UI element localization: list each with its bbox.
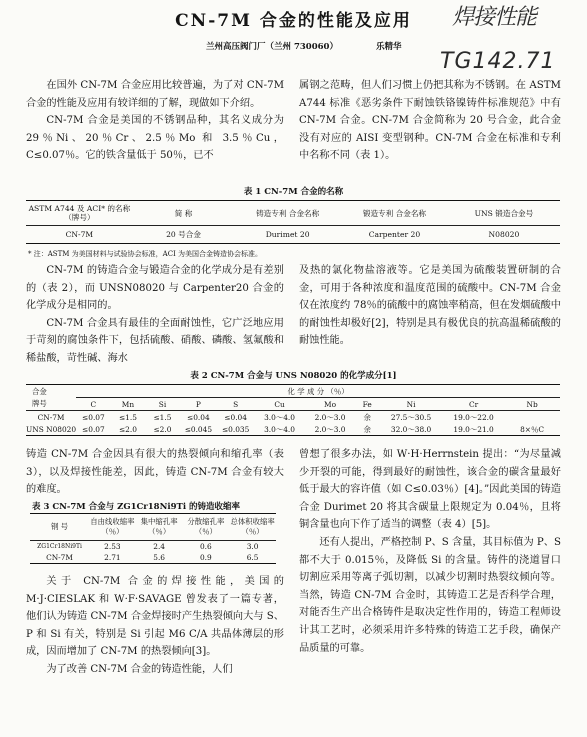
table-cell: 余 [363, 412, 371, 422]
table-cell: CN-7M [30, 552, 89, 564]
table2 [26, 384, 560, 436]
table-cell: CN-7M [26, 226, 133, 244]
table-header-cell: Cu [254, 398, 305, 411]
paragraph: 为了改善 CN-7M 合金的铸造性能，人们 [46, 663, 233, 675]
table-cell: 3.0～4.0 [264, 412, 295, 422]
table-header-cell: 锻造专利 合金名称 [341, 201, 448, 226]
paragraph: CN-7M 合金具有最佳的全面耐蚀性，它广泛地应用于苛刻的腐蚀条件下，包括硫酸、硝酸、磷酸、氢氟酸和稀盐酸，苛性碱、海水 [26, 317, 284, 364]
table-cell: ≤0.04 [187, 412, 210, 422]
table-header-cell: 集中缩孔率（％） [136, 514, 183, 541]
table-cell: 19.0～21.0 [443, 423, 504, 436]
table-cell: 余 [355, 423, 379, 436]
table3-header-row [30, 514, 276, 541]
table-header-cell: Mn [111, 398, 146, 411]
table-cell: 2.4 [153, 541, 166, 551]
table-cell: ≤0.035 [217, 423, 254, 436]
paragraph: 关于 CN-7M 合金的焊接性能，美国的 M·J·CIESLAK 和 W·F·SAVAGE 曾发表了一篇专著，他们认为铸造 CN-7M 合金焊接时产生热裂倾向大与 S、P 和 Si 有关，特别是 Si 引起 M6 C/A 共晶体薄层的形成，因而增加了 CN-7M 的热裂倾向[3]。 [26, 576, 284, 658]
table-cell: ZG1Cr18Ni9Ti [37, 542, 82, 550]
table-header-cell: 铸造专利 合金名称 [234, 201, 341, 226]
table-cell: 2.53 [104, 541, 121, 551]
table-row [26, 226, 560, 244]
table-cell: 27.5～30.5 [390, 412, 432, 422]
table-row [26, 423, 560, 436]
paragraph: 还有人提出，严格控制 P、S 含量，其目标值为 P、S 都不大于 0.015％，及降低 Si 的含量。铸件的浇道冒口切割应采用等离子弧切割，以减少切割时热裂纹倾向等。当然，铸造 CN-7M 合金时，其铸造工艺是否科学合理，对能否生产出合格铸件是取决定性作用的，铸造工程师设计其工艺时，必须采用许多特殊的铸造工艺手段，确保产品质量的可靠。 [299, 536, 561, 654]
table-cell: CN-7M [37, 412, 65, 422]
table-header-cell: 化 学 成 分 （％） [76, 385, 560, 398]
intro-right-column [299, 77, 561, 165]
table-row [26, 411, 560, 424]
table-header-cell: Cr [443, 398, 504, 411]
paragraph: 曾想了很多办法，如 W·H·Herrnstein 提出：“为尽量减少开裂的可能，得到最好的耐蚀性，该合金的碳含量最好低于最大的容许值（如 C≤0.03％）[4]。”因此美国的铸造合金 Durimet 20 将其含碳量上限规定为 0.04％，且将铜含量也向下作了适当的调整（表 4）[5]。 [299, 449, 561, 531]
table2-header-row [26, 398, 560, 411]
handwritten-note-top: 焊接性能 [452, 5, 537, 30]
table2-caption: 表 2 CN-7M 合金与 UNS N08020 的化学成分[1] [190, 371, 397, 381]
table-cell: ≤2.0 [145, 423, 180, 436]
table-cell: 5.6 [136, 552, 183, 564]
lower-left-column-bottom [26, 573, 284, 679]
table-cell: ≤0.045 [180, 423, 217, 436]
table-cell: ≤2.0 [111, 423, 146, 436]
table-header-cell: 分散缩孔率（％） [183, 514, 230, 541]
table-header-cell: 自由线收缩率（％） [89, 514, 136, 541]
middle-left-column [26, 262, 284, 368]
table-cell: 3.0～4.0 [254, 423, 305, 436]
table-cell: 2.71 [89, 552, 136, 564]
table-cell: Durimet 20 [234, 226, 341, 244]
table-cell: ≤1.5 [153, 412, 172, 422]
table-cell: N08020 [448, 226, 560, 244]
paragraph: 属钢之范畴，但人们习惯上仍把其称为不锈钢。在 ASTM A744 标准《恶劣条件下耐蚀铁铬镍铸件标准规范》中有 CN-7M 合金。CN-7M 合金简称为 20 号合金，此合金没有对应的 AISI 变型钢种。CN-7M 合金在标准和专利中名称不同（表 1）。 [299, 80, 561, 162]
table-cell: 0.6 [199, 541, 212, 551]
table-cell [504, 411, 560, 424]
table-cell: 20 号合金 [133, 226, 234, 244]
paragraph: CN-7M 的铸造合金与锻造合金的化学成分是有差别的（表 2），而 UNSN08020 与 Carpenter20 合金的化学成分是相同的。 [26, 265, 284, 312]
table-header-cell: Si [145, 398, 180, 411]
table2-group-header-row [26, 385, 560, 398]
intro-left-column [26, 77, 284, 165]
table-cell: 3.0 [246, 541, 259, 551]
table-cell: 2.0～3.0 [314, 412, 346, 422]
lower-right-column [299, 446, 561, 657]
middle-right-column [299, 262, 561, 350]
table-header-cell: S [217, 398, 254, 411]
table-cell: Carpenter 20 [341, 226, 448, 244]
table-header-cell: 钢 号 [30, 514, 89, 541]
paragraph: 在国外 CN-7M 合金应用比较普遍，为了对 CN-7M 合金的性能及应用有较详细的了解，现做如下介绍。 [26, 80, 284, 109]
table-header-cell: 简 称 [133, 201, 234, 226]
table3-caption: 表 3 CN-7M 合金与 ZG1Cr18Ni9Ti 的铸造收缩率 [32, 502, 241, 512]
author-affiliation: 兰州高压阀门厂（兰州 730060） [206, 42, 338, 52]
table-cell: 19.0～22.0 [453, 412, 494, 422]
table1-footnote: * 注：ASTM 为美国材料与试验协会标准，ACI 为美国合金铸造协会标准。 [28, 250, 263, 258]
table-cell: ≤0.04 [224, 412, 247, 422]
table-header-cell: UNS 锻造合金号 [448, 201, 560, 226]
table-header-cell: ASTM A744 及 ACI* 的名称（牌号） [26, 201, 133, 226]
table-header-cell: Mo [305, 398, 356, 411]
table-cell: ≤1.5 [118, 412, 137, 422]
paragraph: 铸造 CN-7M 合金因具有很大的热裂倾向和缩孔率（表 3），以及焊接性能差，因此，铸造 CN-7M 合金有较大的难度。 [26, 449, 284, 496]
table1-header-row [26, 201, 560, 226]
table-row [30, 541, 276, 553]
table3 [30, 513, 276, 564]
author-name: 乐精华 [376, 42, 402, 52]
table-header-cell: Nb [504, 398, 560, 411]
table-cell: 8×％C [504, 423, 560, 436]
handwritten-classification-code: TG142.71 [440, 49, 556, 74]
table-header-cell: P [180, 398, 217, 411]
article-title: CN-7M 合金的性能及应用 [175, 11, 412, 31]
lower-left-column-top [26, 446, 284, 499]
table-header-cell: 牌号 [26, 398, 76, 411]
table-row [30, 552, 276, 564]
table-header-cell: 合金 [26, 385, 76, 398]
paragraph: 及热的氯化物盐溶液等。它是美国为硫酸装置研制的合金，可用于各种浓度和温度范围的硫酸中。CN-7M 合金仅在浓度约 78％的硫酸中的腐蚀率稍高，但在发烟硫酸中的耐蚀性却极好[2]，特别是具有极优良的抗高温稀硫酸的耐蚀性能。 [299, 265, 561, 347]
table-cell: 6.5 [229, 552, 276, 564]
paragraph: CN-7M 合金是美国的不锈钢品种，其名义成分为 29％Ni、20％Cr、2.5％Mo 和 3.5％Cu，C≤0.07％。它的铁含量低于 50％，已不 [26, 115, 284, 162]
table-cell: 0.9 [183, 552, 230, 564]
table-cell: 32.0～38.0 [379, 423, 443, 436]
table-cell: ≤0.07 [76, 423, 111, 436]
table1 [26, 200, 560, 244]
table-header-cell: Ni [379, 398, 443, 411]
table-cell: ≤0.07 [82, 412, 105, 422]
table1-caption: 表 1 CN-7M 合金的名称 [243, 187, 344, 197]
table-cell: UNS N08020 [26, 424, 77, 434]
table-header-cell: C [76, 398, 111, 411]
table-header-cell: 总体积收缩率（％） [229, 514, 276, 541]
table-cell: 2.0～3.0 [305, 423, 356, 436]
table-header-cell: Fe [355, 398, 379, 411]
